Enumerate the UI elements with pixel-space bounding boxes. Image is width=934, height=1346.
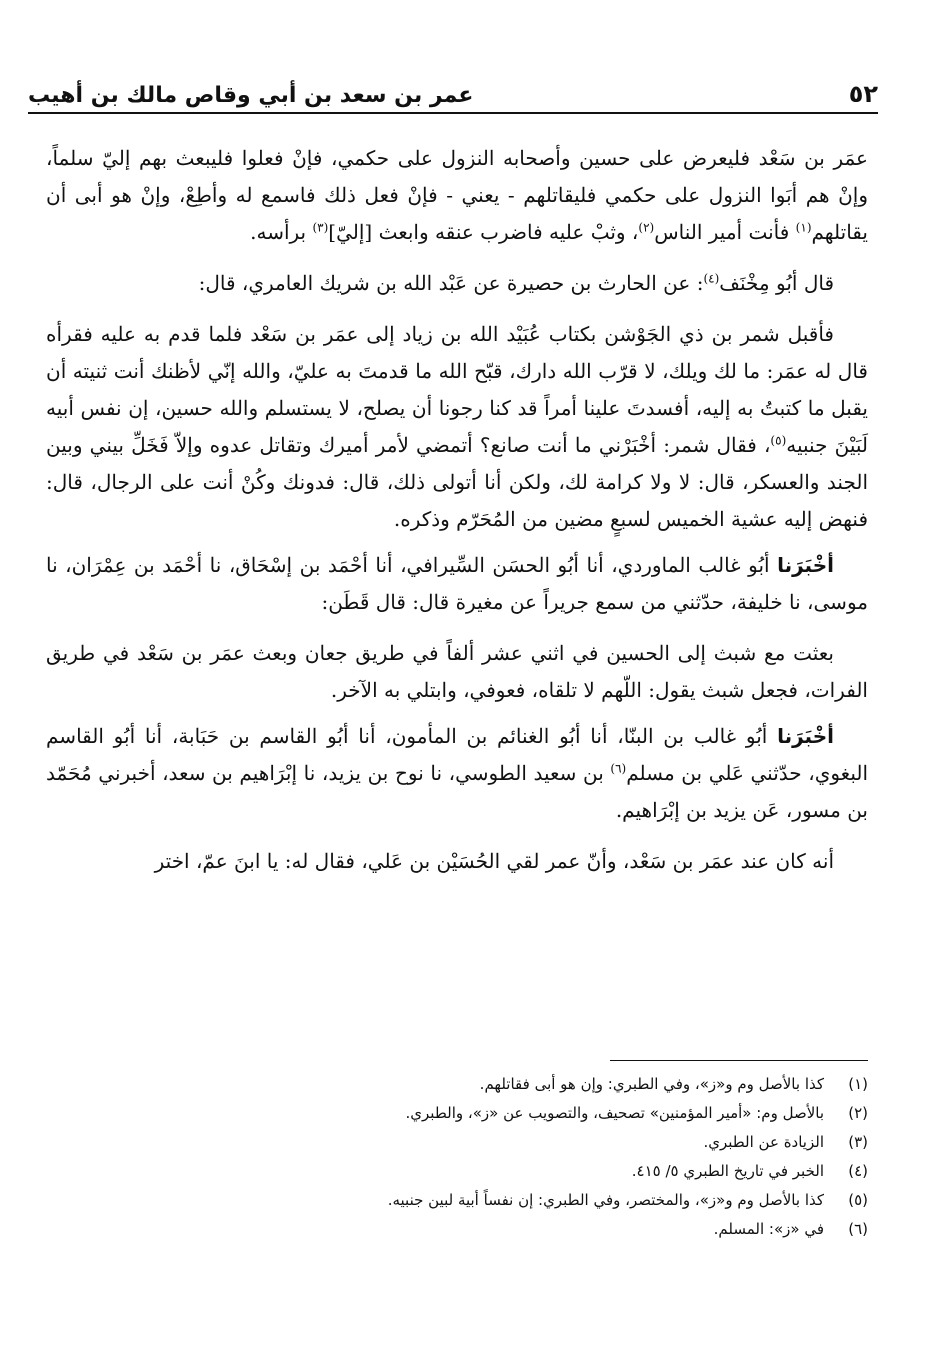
footnote: (٣) الزيادة عن الطبري.	[703, 1133, 868, 1151]
footnote-ref[interactable]: (٥)	[770, 433, 787, 448]
footnote-ref[interactable]: (٢)	[638, 220, 655, 235]
footnote-ref[interactable]: (٣)	[312, 220, 329, 235]
footnote-ref[interactable]: (٦)	[610, 761, 627, 776]
paragraph: عمَر بن سَعْد فليعرض على حسين وأصحابه النزول على حكمي، فإنْ فعلوا فليبعث بهم إليّ سلماً، وإنْ هم أبَوا النزول على حكمي فليقاتلهم - يعني - فإنْ فعل ذلك فاسمع له وأطِعْ، وإنْ هو أبى أن يقاتلهم$^{(١)}$ فأنت أمير الناس$^{(٢)}$، وثبْ عليه فاضرب عنقه وابعث [إليّ]$^{(٣)}$ برأسه.	[46, 146, 868, 244]
main-text	[46, 140, 868, 889]
footnote-ref[interactable]: (٤)	[703, 271, 720, 286]
page-header	[28, 58, 878, 108]
paragraph: أنه كان عند عمَر بن سَعْد، وأنّ عمر لقي الحُسَيْن بن عَلي، فقال له: يا ابنَ عمّ، اختر	[154, 849, 834, 873]
header-rule	[28, 112, 878, 114]
footnote: (٢) بالأصل وم: «أمير المؤمنين» تصحيف، والتصويب عن «ز»، والطبري.	[405, 1104, 868, 1122]
paragraph: فأقبل شمر بن ذي الجَوْشن بكتاب عُبَيْد الله بن زياد إلى عمَر بن سَعْد فلما قدم به عليه فقرأه قال له عمَر: ما لك ويلك، لا قرّب الله دارك، قبّح الله ما قدمتَ به عليّ، والله إنّي لأظنك أنت ثنيته أن يقبل ما كتبتُ به إليه، أفسدتَ علينا أمراً قد كنا رجونا أن يصلح، لا يستسلم والله حسين، إن نفس أبيه لَبَيْنَ جنبيه$^{(٥)}$، فقال شمر: أخْبَرْني ما أنت صانع؟ أتمضي لأمر أميرك وتقاتل عدوه وإلاّ فَخَلِّ بيني وبين الجند والعسكر، قال: لا ولا كرامة لك، ولكن أنا أتولى ذلك، قال: فدونك وكُنْ أنت على الرجال، قال: فنهض إليه عشية الخميس لسبعٍ مضين من المُحَرّم وذكره.	[46, 322, 868, 531]
paragraph: أخْبَرَنا أبُو غالب الماوردي، أنا أبُو الحسَن السِّيرافي، أنا أحْمَد بن إسْحَاق، نا أحْمَد بن عِمْرَان، نا موسى، نا خليفة، حدّثني من سمع جريراً عن مغيرة قال: قال قَطَن:	[46, 553, 868, 614]
footnote: (١) كذا بالأصل وم و«ز»، وفي الطبري: وإن هو أبى فقاتلهم.	[479, 1075, 868, 1093]
paragraph: بعثت مع شبث إلى الحسين في اثني عشر ألفاً في طريق جعان وبعث عمَر بن سَعْد في طريق الفرات، فجعل شبث يقول: اللّهم لا تلقاه، فعوفي، وابتلي به الآخر.	[46, 641, 868, 702]
paragraph: أخْبَرَنا أبُو غالب بن البنّا، أنا أبُو الغنائم بن المأمون، أنا أبُو القاسم بن حَبَابة، أنا أبُو القاسم البغوي، حدّثني عَلي بن مسلم$^{(٦)}$ بن سعيد الطوسي، نا نوح بن يزيد، نا إبْرَاهيم بن سعد، أخبرني مُحَمّد بن مسور، عَن يزيد بن إبْرَاهيم.	[46, 724, 869, 822]
footnote-ref[interactable]: (١)	[795, 220, 812, 235]
footnote: (٥) كذا بالأصل وم و«ز»، والمختصر، وفي الطبري: إن نفساً أبية لبين جنبيه.	[387, 1191, 868, 1209]
isnad-keyword: أخْبَرَنا	[777, 553, 834, 577]
footnote-rule	[610, 1060, 868, 1061]
running-title: عمر بن سعد بن أبي وقاص مالك بن أهيب	[28, 83, 474, 108]
page-number: ٥٢	[848, 80, 878, 108]
footnotes	[46, 1070, 868, 1244]
paragraph: قال أبُو مِخْنَف$^{(٤)}$: عن الحارث بن حصيرة عن عَبْد الله بن شريك العامري، قال:	[198, 271, 834, 295]
isnad-keyword: أخْبَرَنا	[777, 724, 834, 748]
footnote: (٦) في «ز»: المسلم.	[713, 1220, 868, 1238]
footnote: (٤) الخبر في تاريخ الطبري ٥/ ٤١٥.	[631, 1162, 868, 1180]
